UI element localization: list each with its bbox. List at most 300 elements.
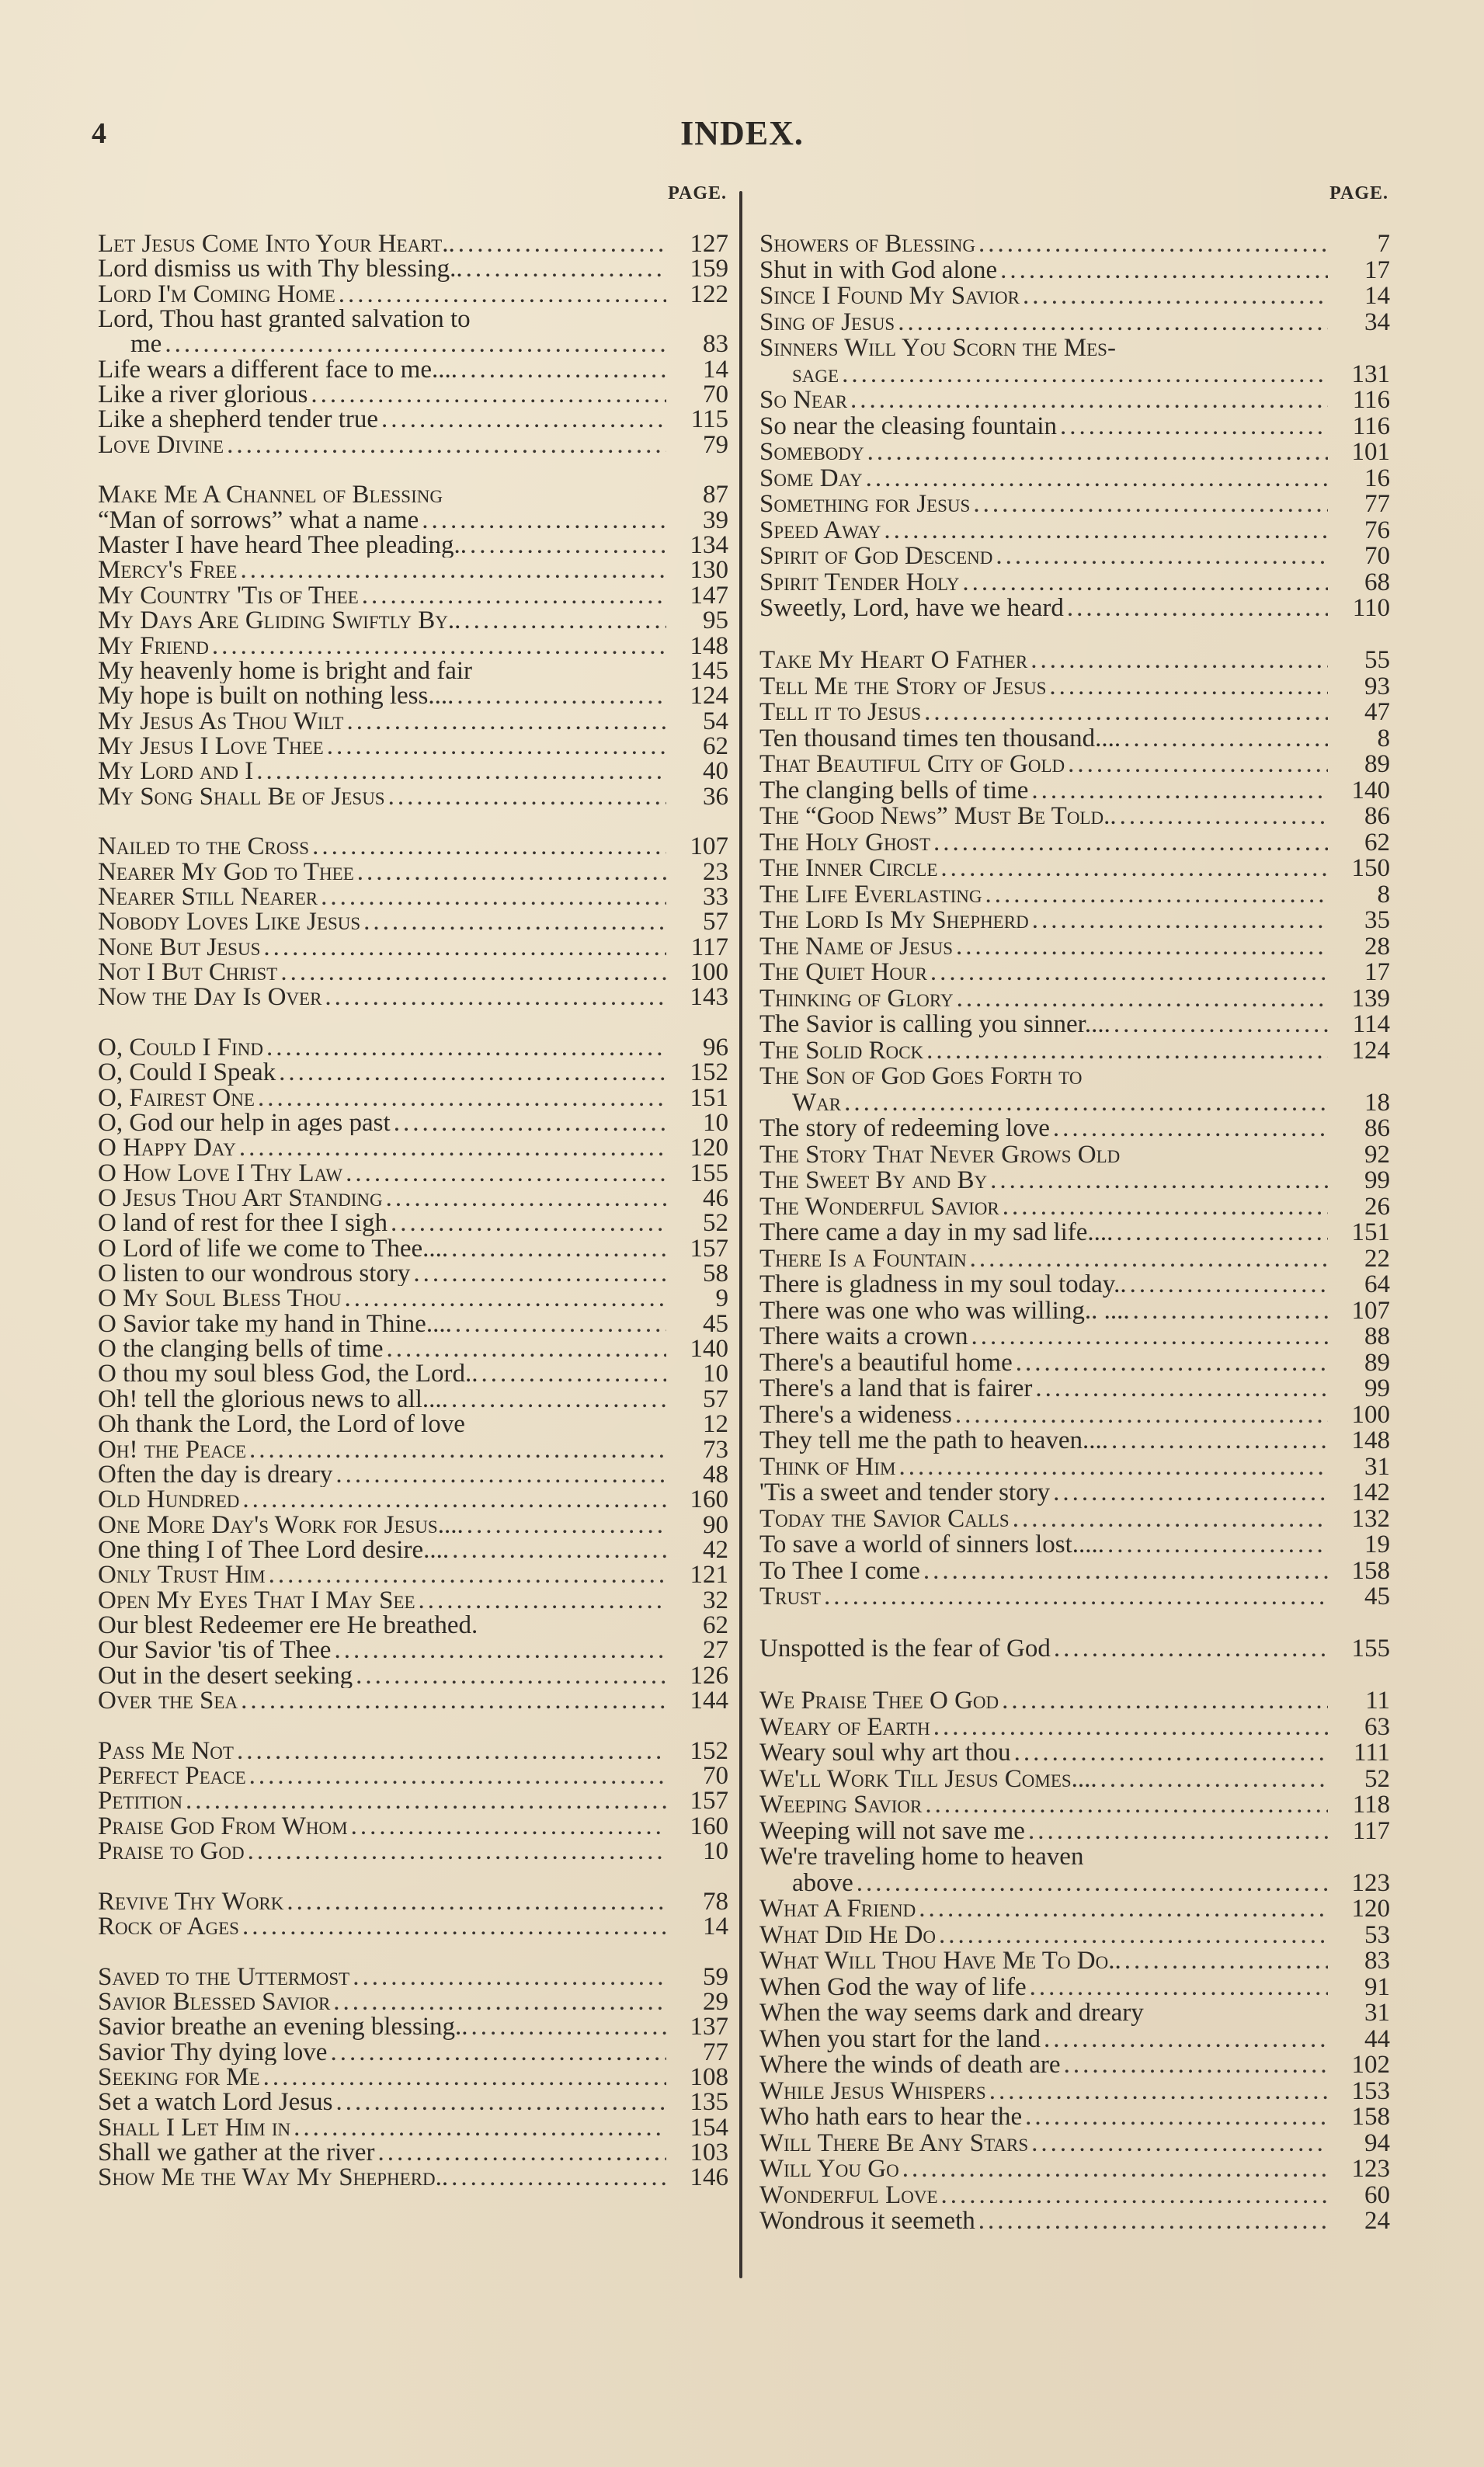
entry-title: Weary soul why art thou xyxy=(759,1740,1011,1767)
entry-title: Sing of Jesus xyxy=(759,309,895,335)
index-entry xyxy=(759,986,1390,1013)
dot-leader xyxy=(363,909,666,934)
index-entry xyxy=(759,2052,1390,2079)
entry-title: Like a shepherd tender true xyxy=(98,407,379,433)
dot-leader xyxy=(471,2014,666,2039)
index-entry xyxy=(759,1896,1390,1923)
entry-page-number: 100 xyxy=(690,959,728,985)
index-entry xyxy=(759,1480,1390,1506)
index-entry xyxy=(759,1532,1390,1558)
entry-title: There came a day in my sad life.... xyxy=(759,1220,1114,1246)
entry-page-number: 28 xyxy=(1364,933,1390,960)
entry-page-number: 63 xyxy=(1364,1714,1390,1740)
entry-title: Oh! tell the glorious news to all.... xyxy=(98,1386,448,1412)
index-entry xyxy=(759,1376,1390,1402)
entry-title: My heavenly home is bright and fair xyxy=(98,658,473,684)
entry-page-number: 58 xyxy=(703,1261,728,1287)
entry-title: Where the winds of death are xyxy=(759,2052,1061,2079)
entry-title: Weeping Savior xyxy=(759,1792,923,1819)
index-entry xyxy=(98,634,728,658)
entry-page-number: 11 xyxy=(1365,1688,1390,1715)
entry-title: Praise God From Whom xyxy=(98,1813,348,1839)
entry-title: “Man of sorrows” what a name xyxy=(98,507,419,533)
entry-title: Rock of Ages xyxy=(98,1914,239,1940)
index-entry xyxy=(759,1871,1390,1897)
entry-title: None But Jesus xyxy=(98,934,261,960)
entry-title: Ten thousand times ten thousand.... xyxy=(759,725,1121,752)
index-entry xyxy=(98,1839,728,1864)
entry-page-number: 107 xyxy=(690,834,728,860)
entry-page-number: 86 xyxy=(1364,804,1390,830)
entry-title: While Jesus Whispers xyxy=(759,2078,986,2104)
dot-leader xyxy=(1031,778,1328,804)
dot-leader xyxy=(387,1336,667,1361)
index-entry xyxy=(98,759,728,784)
entry-title: Think of Him xyxy=(759,1454,896,1480)
entry-title: Perfect Peace xyxy=(98,1763,246,1789)
entry-title: Will There Be Any Stars xyxy=(759,2130,1029,2156)
entry-title: Our Savior 'tis of Thee xyxy=(98,1638,332,1663)
entry-title: Some Day xyxy=(759,465,863,492)
entry-title: Petition xyxy=(98,1788,183,1814)
entry-title: There's a wideness xyxy=(759,1402,952,1428)
entry-page-number: 122 xyxy=(690,281,728,308)
entry-title: The Name of Jesus xyxy=(759,933,953,960)
entry-page-number: 116 xyxy=(1352,413,1390,440)
dot-leader xyxy=(956,934,1328,961)
entry-page-number: 100 xyxy=(1351,1402,1390,1428)
dot-leader xyxy=(978,231,1328,258)
dot-leader xyxy=(249,1763,666,1788)
index-entry xyxy=(98,709,728,734)
entry-page-number: 132 xyxy=(1351,1506,1390,1532)
entry-title: Since I Found My Savior xyxy=(759,283,1020,310)
entry-page-number: 76 xyxy=(1364,517,1390,544)
dot-leader xyxy=(239,1135,666,1160)
entry-page-number: 150 xyxy=(1351,856,1390,882)
entry-title: Spirit Tender Holy xyxy=(759,569,960,596)
entry-page-number: 33 xyxy=(703,884,728,910)
dot-leader xyxy=(451,1236,666,1261)
dot-leader xyxy=(971,1324,1328,1350)
entry-page-number: 34 xyxy=(1364,309,1390,335)
entry-page-number: 10 xyxy=(703,1839,728,1864)
index-entry xyxy=(98,1914,728,1939)
entry-page-number: 77 xyxy=(1364,492,1390,518)
index-entry xyxy=(98,407,728,432)
entry-page-number: 101 xyxy=(1351,440,1390,466)
dot-leader xyxy=(241,1688,666,1713)
dot-leader xyxy=(924,700,1328,726)
entry-page-number: 86 xyxy=(1364,1116,1390,1142)
entry-title: When God the way of life xyxy=(759,1974,1027,2000)
entry-page-number: 151 xyxy=(690,1085,728,1111)
dot-leader xyxy=(391,1211,666,1235)
dot-leader xyxy=(165,332,666,356)
index-entry xyxy=(98,307,728,332)
entry-title: above xyxy=(792,1870,853,1896)
entry-title: Love Divine xyxy=(98,432,224,458)
entry-title: The Solid Rock xyxy=(759,1037,924,1064)
index-entry xyxy=(759,1220,1390,1246)
entry-title: Often the day is dreary xyxy=(98,1461,333,1488)
index-entry xyxy=(759,1688,1390,1715)
dot-leader xyxy=(311,382,666,407)
index-entry xyxy=(98,1286,728,1311)
dot-leader xyxy=(955,1402,1328,1429)
dot-leader xyxy=(1114,1012,1328,1038)
entry-title: O, Could I Find xyxy=(98,1035,263,1061)
index-entry xyxy=(98,508,728,533)
entry-title: Old Hundred xyxy=(98,1487,240,1513)
entry-title: My Song Shall Be of Jesus xyxy=(98,784,385,809)
index-entry xyxy=(759,258,1390,284)
entry-title: There is gladness in my soul today.. xyxy=(759,1272,1127,1298)
entry-title: My Jesus As Thou Wilt xyxy=(98,708,344,734)
entry-title: That Beautiful City of Gold xyxy=(759,752,1065,778)
dot-leader xyxy=(279,1060,666,1085)
index-entry xyxy=(759,1142,1390,1169)
entry-page-number: 99 xyxy=(1364,1168,1390,1194)
dot-leader xyxy=(926,1038,1328,1065)
dot-leader xyxy=(481,1361,666,1386)
entry-title: Trust xyxy=(759,1584,821,1610)
index-entry xyxy=(98,231,728,256)
index-entry xyxy=(759,1767,1390,1793)
entry-title: Lord I'm Coming Home xyxy=(98,281,335,308)
entry-title: The story of redeeming love xyxy=(759,1116,1050,1142)
index-entry xyxy=(98,1462,728,1487)
index-entry xyxy=(759,1792,1390,1819)
index-entry xyxy=(98,1513,728,1538)
entry-page-number: 148 xyxy=(690,633,728,658)
entry-page-number: 143 xyxy=(690,985,728,1010)
index-entry xyxy=(98,1236,728,1261)
entry-page-number: 24 xyxy=(1364,2208,1390,2235)
entry-page-number: 57 xyxy=(703,909,728,935)
dot-leader xyxy=(381,407,666,432)
dot-leader xyxy=(1054,1636,1328,1663)
entry-title: Nailed to the Cross xyxy=(98,834,310,860)
dot-leader xyxy=(973,492,1328,518)
index-entry xyxy=(759,1636,1390,1663)
entry-page-number: 45 xyxy=(703,1311,728,1337)
entry-page-number: 155 xyxy=(690,1160,728,1187)
dot-leader xyxy=(940,856,1328,882)
entry-page-number: 95 xyxy=(703,608,728,634)
entry-page-number: 91 xyxy=(1364,1974,1390,2000)
entry-page-number: 139 xyxy=(1351,985,1390,1012)
entry-page-number: 62 xyxy=(1364,829,1390,856)
index-entry xyxy=(98,1562,728,1587)
dot-leader xyxy=(249,1437,666,1462)
index-entry xyxy=(759,1975,1390,2001)
entry-page-number: 111 xyxy=(1353,1740,1390,1767)
entry-list xyxy=(98,231,728,2191)
entry-title: When you start for the land xyxy=(759,2026,1041,2052)
entry-title: O thou my soul bless God, the Lord.. xyxy=(98,1361,478,1387)
entry-page-number: 8 xyxy=(1377,725,1390,752)
dot-leader xyxy=(240,558,666,582)
entry-title: me xyxy=(130,332,162,357)
index-entry xyxy=(759,2183,1390,2209)
dot-leader xyxy=(280,960,666,985)
entry-page-number: 83 xyxy=(703,332,728,357)
entry-page-number: 152 xyxy=(690,1738,728,1763)
index-entry xyxy=(759,700,1390,726)
entry-title: Only Trust Him xyxy=(98,1562,266,1588)
index-entry xyxy=(759,1324,1390,1350)
index-entry xyxy=(98,985,728,1009)
entry-page-number: 17 xyxy=(1364,257,1390,283)
index-entry xyxy=(759,518,1390,544)
dot-leader xyxy=(1032,908,1328,934)
dot-leader xyxy=(1068,752,1328,778)
dot-leader xyxy=(419,1588,666,1613)
entry-page-number: 23 xyxy=(703,859,728,884)
blank-line xyxy=(759,1663,1390,1689)
index-entry xyxy=(98,1688,728,1713)
entry-page-number: 32 xyxy=(703,1587,728,1613)
entry-title: O land of rest for thee I sigh xyxy=(98,1211,388,1236)
entry-page-number: 27 xyxy=(703,1638,728,1663)
blank-line xyxy=(98,1864,728,1888)
index-entry xyxy=(98,1965,728,1989)
entry-title: The Sweet By and By xyxy=(759,1168,988,1194)
entry-page-number: 134 xyxy=(690,533,728,558)
index-entry xyxy=(98,1538,728,1562)
dot-leader xyxy=(1031,2131,1328,2157)
index-entry xyxy=(759,362,1390,388)
dot-leader xyxy=(455,1312,666,1336)
dot-leader xyxy=(458,231,666,256)
entry-page-number: 145 xyxy=(690,658,728,684)
entry-title: Let Jesus Come Into Your Heart.. xyxy=(98,231,455,257)
dot-leader xyxy=(850,387,1328,414)
entry-title: My Jesus I Love Thee xyxy=(98,733,324,759)
index-entry xyxy=(759,283,1390,310)
dot-leader xyxy=(248,1839,666,1864)
entry-page-number: 103 xyxy=(690,2140,728,2166)
dot-leader xyxy=(1025,2104,1328,2131)
entry-title: Shut in with God alone xyxy=(759,257,998,283)
entry-title: O Savior take my hand in Thine.... xyxy=(98,1311,452,1337)
dot-leader xyxy=(335,1462,666,1487)
dot-leader xyxy=(466,256,666,281)
entry-page-number: 92 xyxy=(1364,1141,1390,1168)
entry-page-number: 120 xyxy=(690,1135,728,1161)
blank-line xyxy=(98,1713,728,1738)
dot-leader xyxy=(464,608,666,633)
entry-title: There Is a Fountain xyxy=(759,1246,967,1272)
index-entry xyxy=(759,1740,1390,1767)
dot-leader xyxy=(1133,1298,1328,1325)
entry-title: 'Tis a sweet and tender story xyxy=(759,1480,1051,1506)
index-entry xyxy=(98,558,728,582)
entry-title: Weary of Earth xyxy=(759,1714,930,1740)
index-entry xyxy=(98,1161,728,1186)
dot-leader xyxy=(325,985,666,1009)
entry-page-number: 22 xyxy=(1364,1246,1390,1272)
entry-page-number: 89 xyxy=(1364,752,1390,778)
dot-leader xyxy=(460,357,666,382)
dot-leader xyxy=(377,2140,666,2165)
index-entry xyxy=(759,830,1390,857)
dot-leader xyxy=(1053,1480,1328,1506)
entry-title: To save a world of sinners lost..... xyxy=(759,1532,1105,1558)
entry-page-number: 158 xyxy=(1351,1558,1390,1584)
index-entry xyxy=(759,1194,1390,1221)
entry-page-number: 158 xyxy=(1351,2104,1390,2131)
entry-page-number: 116 xyxy=(1352,387,1390,414)
index-entry xyxy=(759,1948,1390,1975)
index-entry xyxy=(98,1487,728,1512)
dot-leader xyxy=(1014,1740,1328,1767)
entry-page-number: 96 xyxy=(703,1035,728,1061)
dot-leader xyxy=(353,1965,666,1989)
entry-title: There was one who was willing.. .... xyxy=(759,1298,1130,1324)
entry-page-number: 52 xyxy=(1364,1766,1390,1792)
entry-title: There's a land that is fairer xyxy=(759,1376,1033,1402)
index-entry xyxy=(98,1312,728,1336)
page-title: INDEX. xyxy=(680,114,804,152)
entry-title: O How Love I Thy Law xyxy=(98,1160,343,1187)
dot-leader xyxy=(346,709,666,734)
dot-leader xyxy=(242,1487,666,1512)
entry-title: Nearer Still Nearer xyxy=(98,884,318,910)
dot-leader xyxy=(842,362,1328,388)
entry-page-number: 36 xyxy=(703,784,728,809)
index-entry xyxy=(98,1336,728,1361)
dot-leader xyxy=(902,2156,1328,2183)
dot-leader xyxy=(1130,1272,1328,1298)
dot-leader xyxy=(422,508,666,533)
entry-title: The Inner Circle xyxy=(759,856,938,882)
index-entry xyxy=(98,1889,728,1914)
entry-title: O, God our help in ages past xyxy=(98,1110,391,1136)
index-entry xyxy=(98,784,728,809)
entry-title: Savior Blessed Savior xyxy=(98,1989,331,2015)
entry-page-number: 124 xyxy=(690,683,728,709)
entry-page-number: 54 xyxy=(703,708,728,734)
entry-title: Revive Thy Work xyxy=(98,1888,284,1915)
entry-page-number: 89 xyxy=(1364,1350,1390,1376)
entry-page-number: 68 xyxy=(1364,569,1390,596)
entry-page-number: 108 xyxy=(690,2065,728,2090)
entry-title: O listen to our wondrous story xyxy=(98,1261,411,1287)
blank-line xyxy=(98,1010,728,1035)
index-entry xyxy=(98,1763,728,1788)
dot-leader xyxy=(1120,804,1328,830)
entry-page-number: 123 xyxy=(1351,1870,1390,1896)
index-entry xyxy=(98,884,728,909)
entry-page-number: 160 xyxy=(690,1813,728,1839)
entry-title: The clanging bells of time xyxy=(759,777,1029,804)
index-entry xyxy=(759,544,1390,570)
entry-title: The “Good News” Must Be Told.. xyxy=(759,804,1117,830)
index-entry xyxy=(98,1613,728,1638)
entry-title: Pass Me Not xyxy=(98,1738,234,1763)
entry-page-number: 137 xyxy=(690,2014,728,2040)
index-entry xyxy=(98,1186,728,1211)
index-entry xyxy=(759,1715,1390,1741)
entry-title: Savior Thy dying love xyxy=(98,2039,328,2066)
entry-page-number: 79 xyxy=(703,432,728,458)
dot-leader xyxy=(844,1090,1328,1117)
dot-leader xyxy=(1028,1819,1328,1845)
entry-page-number: 35 xyxy=(1364,908,1390,934)
index-entry xyxy=(759,1064,1390,1090)
entry-page-number: 88 xyxy=(1364,1324,1390,1350)
entry-page-number: 99 xyxy=(1364,1376,1390,1402)
entry-page-number: 118 xyxy=(1352,1792,1390,1819)
entry-title: sage xyxy=(792,361,839,387)
entry-page-number: 7 xyxy=(1377,231,1390,258)
entry-page-number: 93 xyxy=(1364,673,1390,700)
dot-leader xyxy=(356,1663,666,1688)
dot-leader xyxy=(1049,674,1328,700)
dot-leader xyxy=(925,1792,1328,1819)
dot-leader xyxy=(266,1035,666,1060)
dot-leader xyxy=(985,882,1328,909)
dot-leader xyxy=(287,1889,666,1914)
index-entry xyxy=(98,1588,728,1613)
page-number: 4 xyxy=(92,117,106,150)
index-entry xyxy=(759,908,1390,934)
index-entry xyxy=(98,1788,728,1813)
index-entry xyxy=(759,752,1390,778)
dot-leader xyxy=(857,1871,1328,1897)
index-entry xyxy=(759,1506,1390,1533)
entry-title: Oh! the Peace xyxy=(98,1437,247,1462)
entry-page-number: 62 xyxy=(703,733,728,759)
dot-leader xyxy=(1000,258,1328,284)
entry-page-number: 14 xyxy=(703,356,728,383)
entry-title: Thinking of Glory xyxy=(759,985,954,1012)
dot-leader xyxy=(1016,1350,1328,1377)
index-entry xyxy=(98,2090,728,2114)
dot-leader xyxy=(996,544,1328,570)
dot-leader xyxy=(990,1168,1328,1194)
dot-leader xyxy=(212,634,666,658)
index-entry xyxy=(759,1012,1390,1038)
entry-page-number: 14 xyxy=(1364,283,1390,310)
entry-title: What A Friend xyxy=(759,1896,916,1923)
entry-title: Spirit of God Descend xyxy=(759,544,993,570)
dot-leader xyxy=(256,759,666,784)
page-column-heading: PAGE. xyxy=(1329,183,1388,203)
index-entry xyxy=(98,834,728,859)
dot-leader xyxy=(962,570,1328,596)
entry-title: The Quiet Hour xyxy=(759,960,927,986)
dot-leader xyxy=(1124,1948,1328,1975)
entry-title: O My Soul Bless Thou xyxy=(98,1286,342,1312)
entry-page-number: 70 xyxy=(703,382,728,408)
index-entry xyxy=(759,2079,1390,2105)
entry-title: Nearer My God to Thee xyxy=(98,859,354,884)
entry-title: Today the Savior Calls xyxy=(759,1506,1010,1532)
dot-leader xyxy=(824,1584,1328,1610)
entry-page-number: 159 xyxy=(690,256,728,282)
index-entry xyxy=(759,466,1390,492)
index-entry xyxy=(759,1246,1390,1273)
entry-title: So Near xyxy=(759,387,848,414)
blank-line xyxy=(98,457,728,482)
index-entry xyxy=(98,2065,728,2090)
entry-page-number: 17 xyxy=(1364,960,1390,986)
dot-leader xyxy=(339,282,666,307)
index-entry xyxy=(98,608,728,633)
